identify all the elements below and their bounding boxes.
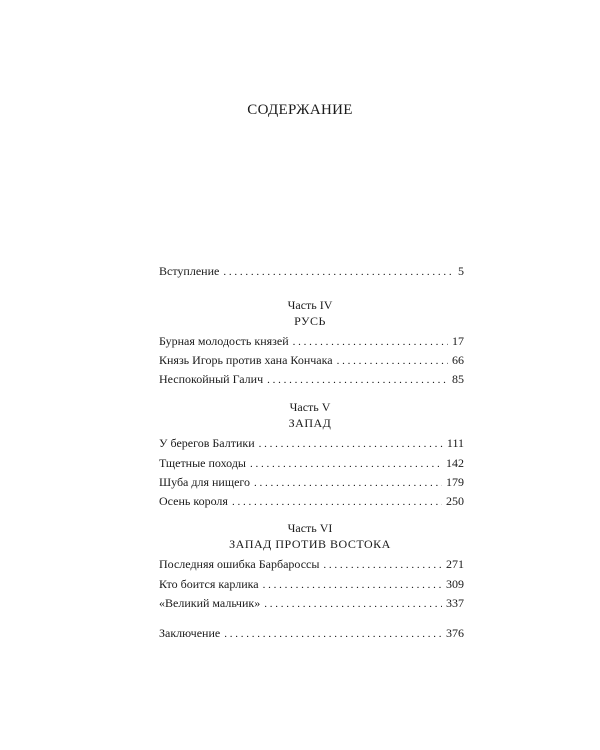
toc-entry bbox=[159, 351, 464, 369]
dot-leader bbox=[232, 493, 442, 511]
toc-entry-title: Неспокойный Галич bbox=[159, 372, 264, 386]
toc-entry-title: «Великий мальчик» bbox=[159, 596, 261, 610]
page-title: СОДЕРЖАНИЕ bbox=[247, 102, 353, 118]
toc-entry bbox=[159, 492, 464, 510]
toc-entry bbox=[159, 434, 464, 452]
toc-entry-intro bbox=[159, 262, 464, 280]
toc-entry-title: Вступление bbox=[159, 264, 220, 278]
toc-page-number: 309 bbox=[446, 577, 464, 591]
toc-page-number: 376 bbox=[446, 626, 464, 640]
toc-entry bbox=[159, 594, 464, 612]
toc-entry bbox=[159, 370, 464, 388]
toc-page-number: 66 bbox=[452, 353, 464, 367]
part-label: Часть VI bbox=[287, 521, 333, 535]
toc-entry-title: Кто боится карлика bbox=[159, 577, 259, 591]
toc-entry-title: Бурная молодость князей bbox=[159, 334, 289, 348]
toc-entry bbox=[159, 454, 464, 472]
toc-page-number: 85 bbox=[452, 372, 464, 386]
toc-entry-title: Тщетные походы bbox=[159, 456, 246, 470]
part-label: Часть IV bbox=[287, 298, 333, 312]
toc-entry-title: Заключение bbox=[159, 626, 221, 640]
part-name: ЗАПАД ПРОТИВ ВОСТОКА bbox=[229, 537, 391, 551]
toc-entry bbox=[159, 575, 464, 593]
dot-leader bbox=[254, 474, 442, 492]
toc-entry-title: Осень короля bbox=[159, 494, 228, 508]
toc-page-number: 5 bbox=[458, 264, 464, 278]
toc-page-number: 337 bbox=[446, 596, 464, 610]
dot-leader bbox=[223, 263, 454, 281]
toc-entry-title: У берегов Балтики bbox=[159, 436, 255, 450]
toc-entry bbox=[159, 332, 464, 350]
dot-leader bbox=[323, 556, 442, 574]
part-name: ЗАПАД bbox=[288, 416, 332, 430]
toc-page-number: 17 bbox=[452, 334, 464, 348]
dot-leader bbox=[267, 371, 448, 389]
dot-leader bbox=[337, 352, 448, 370]
toc-page-number: 271 bbox=[446, 557, 464, 571]
part-name: РУСЬ bbox=[294, 314, 326, 328]
toc-entry bbox=[159, 473, 464, 491]
toc-page-number: 111 bbox=[446, 436, 464, 450]
toc-page-number: 142 bbox=[446, 456, 464, 470]
dot-leader bbox=[250, 455, 442, 473]
toc-entry-title: Последняя ошибка Барбароссы bbox=[159, 557, 320, 571]
toc-entry-conclusion bbox=[159, 624, 464, 642]
dot-leader bbox=[263, 576, 442, 594]
toc-page-number: 179 bbox=[446, 475, 464, 489]
dot-leader bbox=[259, 435, 443, 453]
toc-entry bbox=[159, 555, 464, 573]
dot-leader bbox=[264, 595, 442, 613]
dot-leader bbox=[293, 333, 448, 351]
toc-entry-title: Шуба для нищего bbox=[159, 475, 251, 489]
toc-entry-title: Князь Игорь против хана Кончака bbox=[159, 353, 333, 367]
toc-page-number: 250 bbox=[446, 494, 464, 508]
part-label: Часть V bbox=[289, 400, 331, 414]
dot-leader bbox=[224, 625, 442, 643]
